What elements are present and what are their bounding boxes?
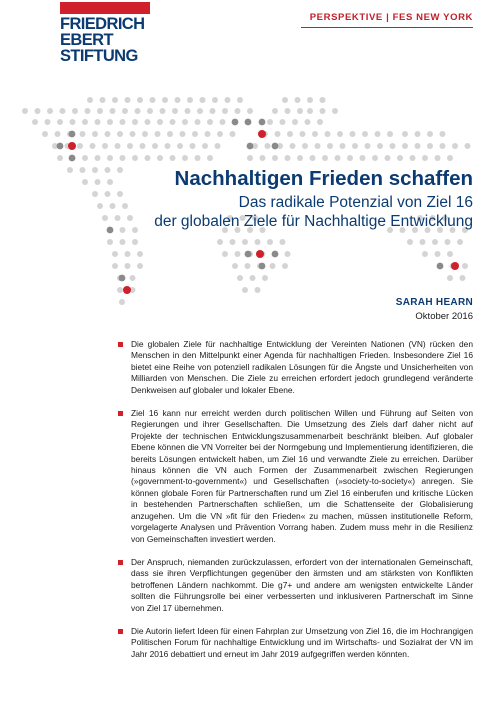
map-dot xyxy=(117,191,123,197)
map-dot xyxy=(97,203,103,209)
map-dot xyxy=(120,119,126,125)
map-dot xyxy=(280,239,286,245)
map-dot xyxy=(222,108,228,114)
map-dot xyxy=(175,97,181,103)
map-dot xyxy=(135,108,141,114)
map-dot xyxy=(415,131,421,137)
map-dot xyxy=(310,155,316,161)
summary-bullet xyxy=(131,557,473,614)
summary-bullet-text: Die Autorin liefert Ideen für einen Fahrplan zur Umsetzung von Ziel 16, die im Hochrangigen Politischen Forum für nachhaltige Entwicklung und im Wirtschafts- und Sozialrat der VN im Jahr 2016 debattiert und erneut im Jahr 2019 aufgegriffen werden könnten. xyxy=(131,625,473,659)
map-dot xyxy=(390,143,396,149)
map-dot-dark xyxy=(272,143,279,150)
map-dot xyxy=(315,143,321,149)
map-dot xyxy=(197,108,203,114)
map-dot xyxy=(255,287,261,293)
map-dot-highlight xyxy=(123,286,131,294)
map-dot xyxy=(337,131,343,137)
map-dot xyxy=(115,215,121,221)
map-dot xyxy=(285,108,291,114)
map-dot xyxy=(97,108,103,114)
map-dot xyxy=(207,119,213,125)
map-dot xyxy=(335,155,341,161)
map-dot-highlight xyxy=(68,142,76,150)
map-dot xyxy=(85,108,91,114)
map-dot xyxy=(105,167,111,173)
map-dot xyxy=(182,155,188,161)
map-dot xyxy=(375,131,381,137)
map-dot xyxy=(267,239,273,245)
map-dot xyxy=(77,143,83,149)
summary-bullet-text: Der Anspruch, niemanden zurückzulassen, erfordert von der internationalen Gemeinschaft, dass sie ihren Verpflichtungen gegenüber den ärmsten und am stärksten von Konflikten betroffenen Ländern nachkommt. Die g7+ und andere am wenigsten entwickelte Länder sollten die Führungsrolle bei einer verbesserten und inklusiveren Partnerschaft im Sinne von Ziel 17 übernehmen. xyxy=(131,556,473,613)
map-dot xyxy=(432,239,438,245)
map-dot xyxy=(230,239,236,245)
map-dot xyxy=(95,119,101,125)
map-dot xyxy=(112,251,118,257)
map-dot xyxy=(440,143,446,149)
map-dot xyxy=(325,131,331,137)
map-dot xyxy=(87,97,93,103)
map-dot xyxy=(410,155,416,161)
map-dot xyxy=(130,131,136,137)
map-dot xyxy=(170,155,176,161)
map-dot xyxy=(152,143,158,149)
map-dot xyxy=(57,155,63,161)
map-dot xyxy=(145,155,151,161)
map-dot xyxy=(305,119,311,125)
map-dot xyxy=(225,97,231,103)
map-dot xyxy=(427,131,433,137)
map-dot xyxy=(92,191,98,197)
map-dot xyxy=(137,251,143,257)
map-dot-dark xyxy=(272,251,279,258)
map-dot-dark xyxy=(245,251,252,258)
map-dot xyxy=(182,119,188,125)
map-dot xyxy=(132,227,138,233)
map-dot xyxy=(125,97,131,103)
map-dot xyxy=(132,155,138,161)
map-dot-highlight xyxy=(451,262,459,270)
map-dot xyxy=(200,97,206,103)
subtitle-line-2: der globalen Ziele für Nachhaltige Entwicklung xyxy=(154,213,473,230)
map-dot xyxy=(92,131,98,137)
map-dot xyxy=(80,131,86,137)
map-dot xyxy=(265,143,271,149)
map-dot xyxy=(232,263,238,269)
map-dot xyxy=(107,179,113,185)
map-dot xyxy=(272,155,278,161)
map-dot xyxy=(235,108,241,114)
map-dot xyxy=(137,263,143,269)
map-dot xyxy=(117,131,123,137)
map-dot xyxy=(250,275,256,281)
map-dot xyxy=(457,239,463,245)
map-dot xyxy=(275,131,281,137)
map-dot xyxy=(280,119,286,125)
map-dot xyxy=(287,131,293,137)
map-dot xyxy=(117,167,123,173)
map-dot-dark xyxy=(259,263,266,270)
map-dot xyxy=(130,275,136,281)
summary-bullet-text: Ziel 16 kann nur erreicht werden durch politischen Willen und Führung auf Seiten von Regierungen und ihrer Gesellschaften. Die Umsetzung des Ziels darf daher nicht auf Projekte der technischen Entwicklungszusammenarbeit beschränkt bleiben. Auf globaler Ebene können die VN Vorreiter bei der Normgebung und Implementierung identifizieren, die bereits Lösungen entwickelt haben, um Ziel 16 und verwandte Ziele zu erreichen. Darüber hinaus können die VN auch Formen der Zusammenarbeit zwischen Regierungen (»government-to-government«) und Gesellschaften (»society-to-society«) anregen. Sie können globale Foren für Partnerschaften rund um Ziel 16 einberufen und kritische Lücken in bestehenden Partnerschaften schließen, um die Schattenseite der Globalisierung anzugehen. Um die VN »fit für den Frieden« zu machen, müssen institutionelle Reform, vorgelagerte Analysen und Prävention Vorrang haben. Zudem muss mehr in die Resilienz von Gemeinschaften investiert werden. xyxy=(131,408,473,544)
map-dot xyxy=(242,239,248,245)
summary-bullet-text: Die globalen Ziele für nachhaltige Entwicklung der Vereinten Nationen (VN) rücken den Menschen in den Mittelpunkt einer Agenda für nachhaltigen Frieden. Insbesondere Ziel 16 bietet eine Reihe von potenziell radikalen Lösungen für die Ängste und Unsicherheiten von Milliarden von Menschen. Die Ziele zu erreichen erfordert jedoch grundlegend veränderte Denkweisen auf globaler und lokaler Ebene. xyxy=(131,339,473,395)
map-dot xyxy=(365,143,371,149)
map-dot xyxy=(162,97,168,103)
map-dot xyxy=(212,97,218,103)
map-dot xyxy=(42,131,48,137)
map-dot xyxy=(177,143,183,149)
map-dot xyxy=(402,143,408,149)
map-dot-dark xyxy=(107,227,114,234)
map-dot xyxy=(60,108,66,114)
map-dot xyxy=(300,131,306,137)
map-dot xyxy=(350,131,356,137)
map-dot-dark xyxy=(69,155,76,162)
map-dot xyxy=(435,251,441,257)
summary-bullet xyxy=(131,339,473,396)
map-dot xyxy=(282,263,288,269)
map-dot xyxy=(72,108,78,114)
map-dot xyxy=(105,191,111,197)
map-dot xyxy=(90,143,96,149)
map-dot xyxy=(165,143,171,149)
map-dot xyxy=(307,97,313,103)
world-map-dot-pattern xyxy=(0,0,504,320)
red-square-bullet-icon xyxy=(118,342,123,347)
map-dot-dark xyxy=(57,143,64,150)
map-dot xyxy=(447,155,453,161)
map-dot-dark xyxy=(69,131,76,138)
subtitle-line-1: Das radikale Potenzial von Ziel 16 xyxy=(238,194,473,211)
map-dot xyxy=(192,131,198,137)
map-dot xyxy=(217,239,223,245)
map-dot xyxy=(462,263,468,269)
map-dot xyxy=(422,251,428,257)
map-dot xyxy=(57,119,63,125)
map-dot-highlight xyxy=(258,130,266,138)
map-dot xyxy=(215,143,221,149)
summary-bullet xyxy=(131,626,473,660)
map-dot xyxy=(132,119,138,125)
map-dot xyxy=(112,97,118,103)
map-dot xyxy=(272,108,278,114)
map-dot xyxy=(420,239,426,245)
map-dot xyxy=(142,131,148,137)
map-dot xyxy=(125,263,131,269)
map-dot xyxy=(235,251,241,257)
map-dot xyxy=(260,155,266,161)
map-dot xyxy=(120,155,126,161)
map-dot xyxy=(155,131,161,137)
map-dot xyxy=(290,143,296,149)
map-dot xyxy=(377,143,383,149)
map-dot xyxy=(82,119,88,125)
map-dot xyxy=(190,143,196,149)
map-dot xyxy=(32,119,38,125)
map-dot xyxy=(82,179,88,185)
map-dot xyxy=(119,299,125,305)
map-dot xyxy=(167,131,173,137)
map-dot xyxy=(237,275,243,281)
map-dot-dark xyxy=(437,263,444,270)
map-dot xyxy=(285,155,291,161)
map-dot xyxy=(242,287,248,293)
map-dot xyxy=(267,119,273,125)
map-dot xyxy=(362,131,368,137)
map-dot xyxy=(140,143,146,149)
map-dot xyxy=(312,131,318,137)
red-square-bullet-icon xyxy=(118,629,123,634)
map-dot xyxy=(127,215,133,221)
series-label: PERSPEKTIVE | FES NEW YORK xyxy=(309,12,473,23)
map-dot xyxy=(440,131,446,137)
map-dot xyxy=(262,275,268,281)
logo-line-3: STIFTUNG xyxy=(60,47,138,65)
map-dot xyxy=(170,119,176,125)
map-dot xyxy=(102,143,108,149)
map-dot xyxy=(102,215,108,221)
map-dot xyxy=(80,167,86,173)
map-dot xyxy=(317,119,323,125)
map-dot xyxy=(125,251,131,257)
publication-date: Oktober 2016 xyxy=(415,311,473,322)
map-dot xyxy=(285,251,291,257)
map-dot xyxy=(95,155,101,161)
map-dot xyxy=(302,143,308,149)
map-dot xyxy=(147,108,153,114)
map-dot xyxy=(217,131,223,137)
map-dot xyxy=(110,203,116,209)
map-dot xyxy=(67,167,73,173)
map-dot xyxy=(120,227,126,233)
map-dot xyxy=(145,119,151,125)
map-dot xyxy=(397,155,403,161)
map-dot xyxy=(45,119,51,125)
map-dot xyxy=(247,155,253,161)
map-dot-dark xyxy=(232,119,239,126)
map-dot xyxy=(210,108,216,114)
map-dot xyxy=(352,143,358,149)
map-dot-dark xyxy=(247,143,254,150)
map-dot xyxy=(465,143,471,149)
map-dot xyxy=(297,108,303,114)
map-dot xyxy=(180,131,186,137)
map-dot xyxy=(360,155,366,161)
map-dot xyxy=(105,131,111,137)
map-dot xyxy=(332,108,338,114)
map-dot xyxy=(157,119,163,125)
map-dot xyxy=(92,167,98,173)
map-dot xyxy=(82,155,88,161)
map-dot-dark xyxy=(259,119,266,126)
map-dot xyxy=(222,251,228,257)
map-dot xyxy=(22,108,28,114)
map-dot xyxy=(137,97,143,103)
map-dot xyxy=(282,97,288,103)
map-dot xyxy=(35,108,41,114)
map-dot xyxy=(150,97,156,103)
author-name: SARAH HEARN xyxy=(395,297,473,308)
map-dot xyxy=(322,155,328,161)
map-dot xyxy=(422,155,428,161)
map-dot xyxy=(297,155,303,161)
summary-bullet xyxy=(131,408,473,545)
map-dot xyxy=(307,108,313,114)
map-dot xyxy=(460,275,466,281)
map-dot xyxy=(407,239,413,245)
map-dot xyxy=(247,108,253,114)
map-dot xyxy=(195,119,201,125)
page-title: Nachhaltigen Frieden schaffen xyxy=(174,167,473,190)
map-dot xyxy=(185,108,191,114)
summary-bullets xyxy=(131,339,473,672)
map-dot xyxy=(415,143,421,149)
map-dot xyxy=(447,251,453,257)
map-dot xyxy=(387,131,393,137)
map-dot xyxy=(327,143,333,149)
map-dot xyxy=(205,131,211,137)
map-dot xyxy=(372,155,378,161)
page-subtitle xyxy=(154,193,473,231)
map-dot xyxy=(112,263,118,269)
red-square-bullet-icon xyxy=(118,411,123,416)
map-dot xyxy=(295,97,301,103)
map-dot xyxy=(55,131,61,137)
logo-line-1: FRIEDRICH xyxy=(60,15,145,33)
map-dot xyxy=(187,97,193,103)
map-dot xyxy=(107,119,113,125)
map-dot-dark xyxy=(119,275,126,282)
map-dot xyxy=(100,97,106,103)
map-dot xyxy=(292,119,298,125)
map-dot xyxy=(120,239,126,245)
map-dot xyxy=(427,143,433,149)
map-dot xyxy=(132,239,138,245)
map-dot xyxy=(122,108,128,114)
logo-line-2: EBERT xyxy=(60,31,113,49)
map-dot xyxy=(107,239,113,245)
map-dot-highlight xyxy=(256,250,264,258)
map-dot xyxy=(207,155,213,161)
map-dot xyxy=(270,263,276,269)
map-dot xyxy=(110,108,116,114)
map-dot xyxy=(70,119,76,125)
map-dot xyxy=(202,143,208,149)
map-dot xyxy=(157,155,163,161)
map-dot xyxy=(447,275,453,281)
map-dot xyxy=(122,203,128,209)
map-dot xyxy=(117,287,123,293)
map-dot xyxy=(115,143,121,149)
map-dot xyxy=(340,143,346,149)
red-square-bullet-icon xyxy=(118,560,123,565)
map-dot xyxy=(245,263,251,269)
map-dot xyxy=(160,108,166,114)
map-dot xyxy=(445,239,451,245)
map-dot xyxy=(107,155,113,161)
map-dot xyxy=(237,97,243,103)
map-dot xyxy=(127,143,133,149)
map-dot xyxy=(195,155,201,161)
map-dot xyxy=(47,108,53,114)
map-dot xyxy=(95,179,101,185)
map-dot xyxy=(230,131,236,137)
map-dot xyxy=(435,155,441,161)
map-dot xyxy=(452,143,458,149)
map-dot xyxy=(320,108,326,114)
map-dot xyxy=(220,119,226,125)
map-dot xyxy=(347,155,353,161)
map-dot xyxy=(402,131,408,137)
map-dot xyxy=(255,239,261,245)
map-dot xyxy=(172,108,178,114)
map-dot xyxy=(320,97,326,103)
map-dot-dark xyxy=(245,119,252,126)
map-dot xyxy=(385,155,391,161)
